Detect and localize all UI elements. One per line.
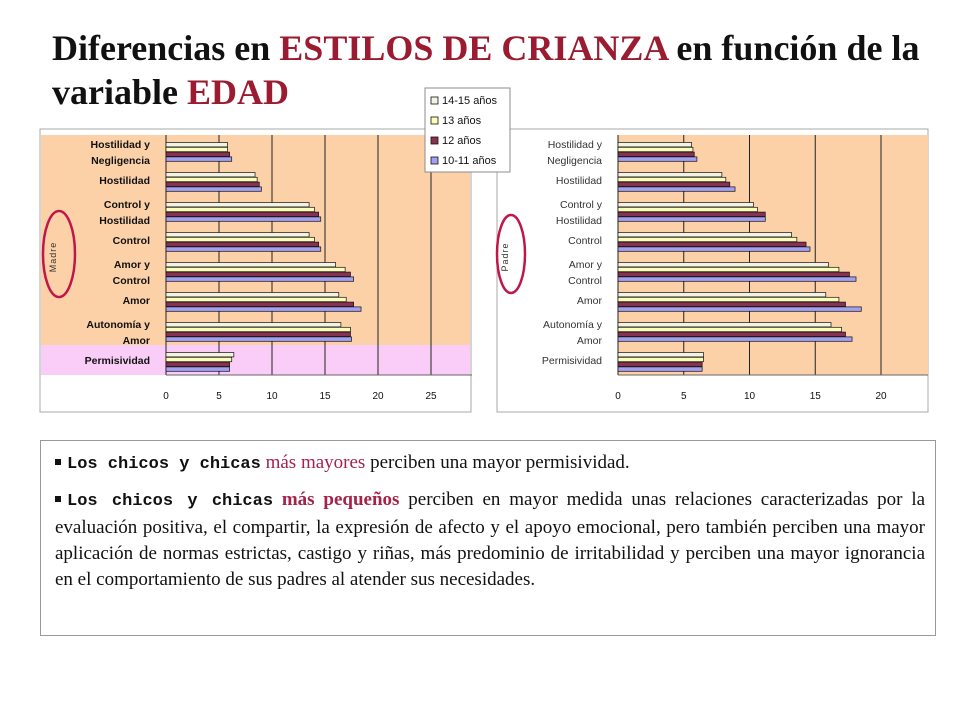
category-label: Control bbox=[568, 275, 602, 287]
category-label: Hostilidad y bbox=[90, 139, 150, 151]
legend-swatch bbox=[431, 157, 438, 164]
bar bbox=[618, 147, 693, 151]
bar bbox=[166, 357, 232, 361]
bar bbox=[618, 242, 806, 246]
bar bbox=[166, 187, 261, 191]
bar bbox=[618, 323, 831, 327]
category-label: Amor y bbox=[568, 259, 602, 271]
category-label: Permisividad bbox=[541, 355, 602, 367]
category-label: Negligencia bbox=[91, 155, 150, 167]
bar bbox=[166, 323, 341, 327]
category-label: Hostilidad bbox=[99, 215, 150, 227]
x-tick-label: 25 bbox=[425, 391, 437, 402]
conclusion-item bbox=[55, 450, 925, 478]
bar bbox=[166, 207, 314, 211]
bar bbox=[166, 302, 354, 306]
x-tick-label: 20 bbox=[372, 391, 384, 402]
bar bbox=[618, 293, 826, 297]
bar bbox=[618, 237, 797, 241]
bar bbox=[166, 173, 255, 177]
category-label: Amor bbox=[576, 335, 602, 347]
bar bbox=[166, 182, 259, 186]
bar bbox=[618, 173, 722, 177]
bar bbox=[618, 367, 702, 371]
category-label: Hostilidad y bbox=[547, 139, 602, 151]
bar bbox=[166, 267, 345, 271]
bar bbox=[618, 327, 842, 331]
bar bbox=[166, 233, 309, 237]
chart-padre bbox=[497, 129, 928, 412]
bar bbox=[618, 187, 735, 191]
legend-swatch bbox=[431, 137, 438, 144]
x-tick-label: 0 bbox=[615, 391, 621, 402]
category-label: Control y bbox=[559, 199, 602, 211]
bar bbox=[618, 353, 703, 357]
conclusion-accent: más mayores bbox=[265, 452, 366, 473]
category-label: Amor bbox=[576, 295, 602, 307]
conclusion-subject: Los chicos y chicas bbox=[67, 492, 274, 511]
bar bbox=[618, 337, 852, 341]
bar bbox=[618, 302, 845, 306]
bullet-square-icon bbox=[55, 496, 61, 502]
legend-label: 13 años bbox=[442, 115, 482, 127]
category-label: Hostilidad bbox=[555, 175, 602, 187]
category-label: Hostilidad bbox=[99, 175, 150, 187]
legend-swatch bbox=[431, 97, 438, 104]
bar bbox=[618, 203, 753, 207]
conclusion-text: perciben una mayor permisividad. bbox=[370, 452, 630, 473]
x-tick-label: 5 bbox=[216, 391, 222, 402]
bar bbox=[166, 337, 352, 341]
bar bbox=[166, 242, 319, 246]
bar bbox=[618, 233, 792, 237]
group-label: Padre bbox=[500, 242, 510, 272]
category-label: Permisividad bbox=[84, 355, 150, 367]
bar bbox=[166, 177, 257, 181]
category-label: Amor y bbox=[113, 259, 150, 271]
bar bbox=[618, 143, 692, 147]
bar bbox=[618, 217, 765, 221]
bar bbox=[618, 297, 839, 301]
bar bbox=[166, 157, 232, 161]
bar bbox=[618, 272, 849, 276]
chart-madre bbox=[40, 129, 472, 412]
x-tick-label: 10 bbox=[266, 391, 278, 402]
title-text: Diferencias en bbox=[52, 28, 280, 68]
bar bbox=[166, 203, 309, 207]
bullet-square-icon bbox=[55, 459, 61, 465]
legend-label: 12 años bbox=[442, 135, 482, 147]
bar bbox=[166, 332, 350, 336]
bar bbox=[618, 207, 757, 211]
bar bbox=[166, 293, 339, 297]
conclusion-subject: Los chicos y chicas bbox=[67, 455, 261, 474]
bar bbox=[618, 307, 861, 311]
bar bbox=[166, 307, 361, 311]
bar bbox=[618, 332, 845, 336]
category-label: Control bbox=[112, 235, 150, 247]
legend-swatch bbox=[431, 117, 438, 124]
bar bbox=[166, 147, 227, 151]
legend bbox=[425, 88, 510, 172]
bar bbox=[166, 263, 336, 267]
bar bbox=[618, 157, 697, 161]
bar bbox=[166, 272, 350, 276]
x-tick-label: 10 bbox=[743, 391, 756, 402]
category-label: Control bbox=[568, 235, 602, 247]
bar bbox=[166, 327, 350, 331]
conclusions-box bbox=[40, 440, 936, 636]
legend-label: 10-11 años bbox=[442, 155, 497, 167]
title-accent-estilos: ESTILOS DE CRIANZA bbox=[279, 28, 668, 68]
bar bbox=[166, 237, 314, 241]
bar bbox=[618, 212, 765, 216]
category-label: Autonomía y bbox=[543, 319, 602, 331]
bar bbox=[618, 362, 702, 366]
bar bbox=[166, 143, 227, 147]
conclusion-item bbox=[55, 487, 925, 593]
conclusion-text: perciben en mayor medida unas relaciones caracterizadas por la evaluación positiva, el compartir, la expresión de afecto y el apoyo emocional, pero también perciben una mayor aplicación de normas estrictas, castigo y riñas, más predominio de irritabilidad y perciben una mayor ignorancia en el comportamiento de sus padres al atender sus necesidades. bbox=[55, 489, 926, 590]
title-text-middle: en función de la variable bbox=[52, 28, 920, 112]
bar bbox=[618, 182, 730, 186]
category-label: Negligencia bbox=[547, 155, 602, 167]
conclusion-accent: más pequeños bbox=[281, 489, 400, 510]
x-tick-label: 15 bbox=[319, 391, 331, 402]
bar bbox=[166, 212, 319, 216]
x-tick-label: 0 bbox=[163, 391, 169, 402]
category-label: Amor bbox=[122, 295, 150, 307]
bar bbox=[618, 263, 828, 267]
x-tick-label: 15 bbox=[809, 391, 821, 402]
category-label: Hostilidad bbox=[555, 215, 602, 227]
category-label: Control y bbox=[103, 199, 150, 211]
bar bbox=[166, 152, 230, 156]
group-label: Madre bbox=[48, 241, 58, 273]
bar bbox=[166, 367, 230, 371]
category-label: Control bbox=[112, 275, 150, 287]
bar bbox=[618, 152, 694, 156]
bar bbox=[618, 267, 839, 271]
bar bbox=[618, 357, 703, 361]
bar bbox=[618, 277, 856, 281]
x-tick-label: 20 bbox=[875, 391, 887, 402]
x-tick-label: 5 bbox=[680, 391, 687, 402]
bar bbox=[166, 297, 346, 301]
bar bbox=[166, 247, 321, 251]
category-label: Autonomía y bbox=[86, 319, 150, 331]
legend-label: 14-15 años bbox=[442, 95, 498, 107]
bar bbox=[166, 362, 230, 366]
bar bbox=[618, 177, 726, 181]
bar bbox=[166, 217, 321, 221]
category-label: Amor bbox=[122, 335, 150, 347]
title-accent-edad: EDAD bbox=[186, 72, 289, 112]
bar bbox=[166, 277, 354, 281]
bar bbox=[618, 247, 810, 251]
bar bbox=[166, 353, 234, 357]
